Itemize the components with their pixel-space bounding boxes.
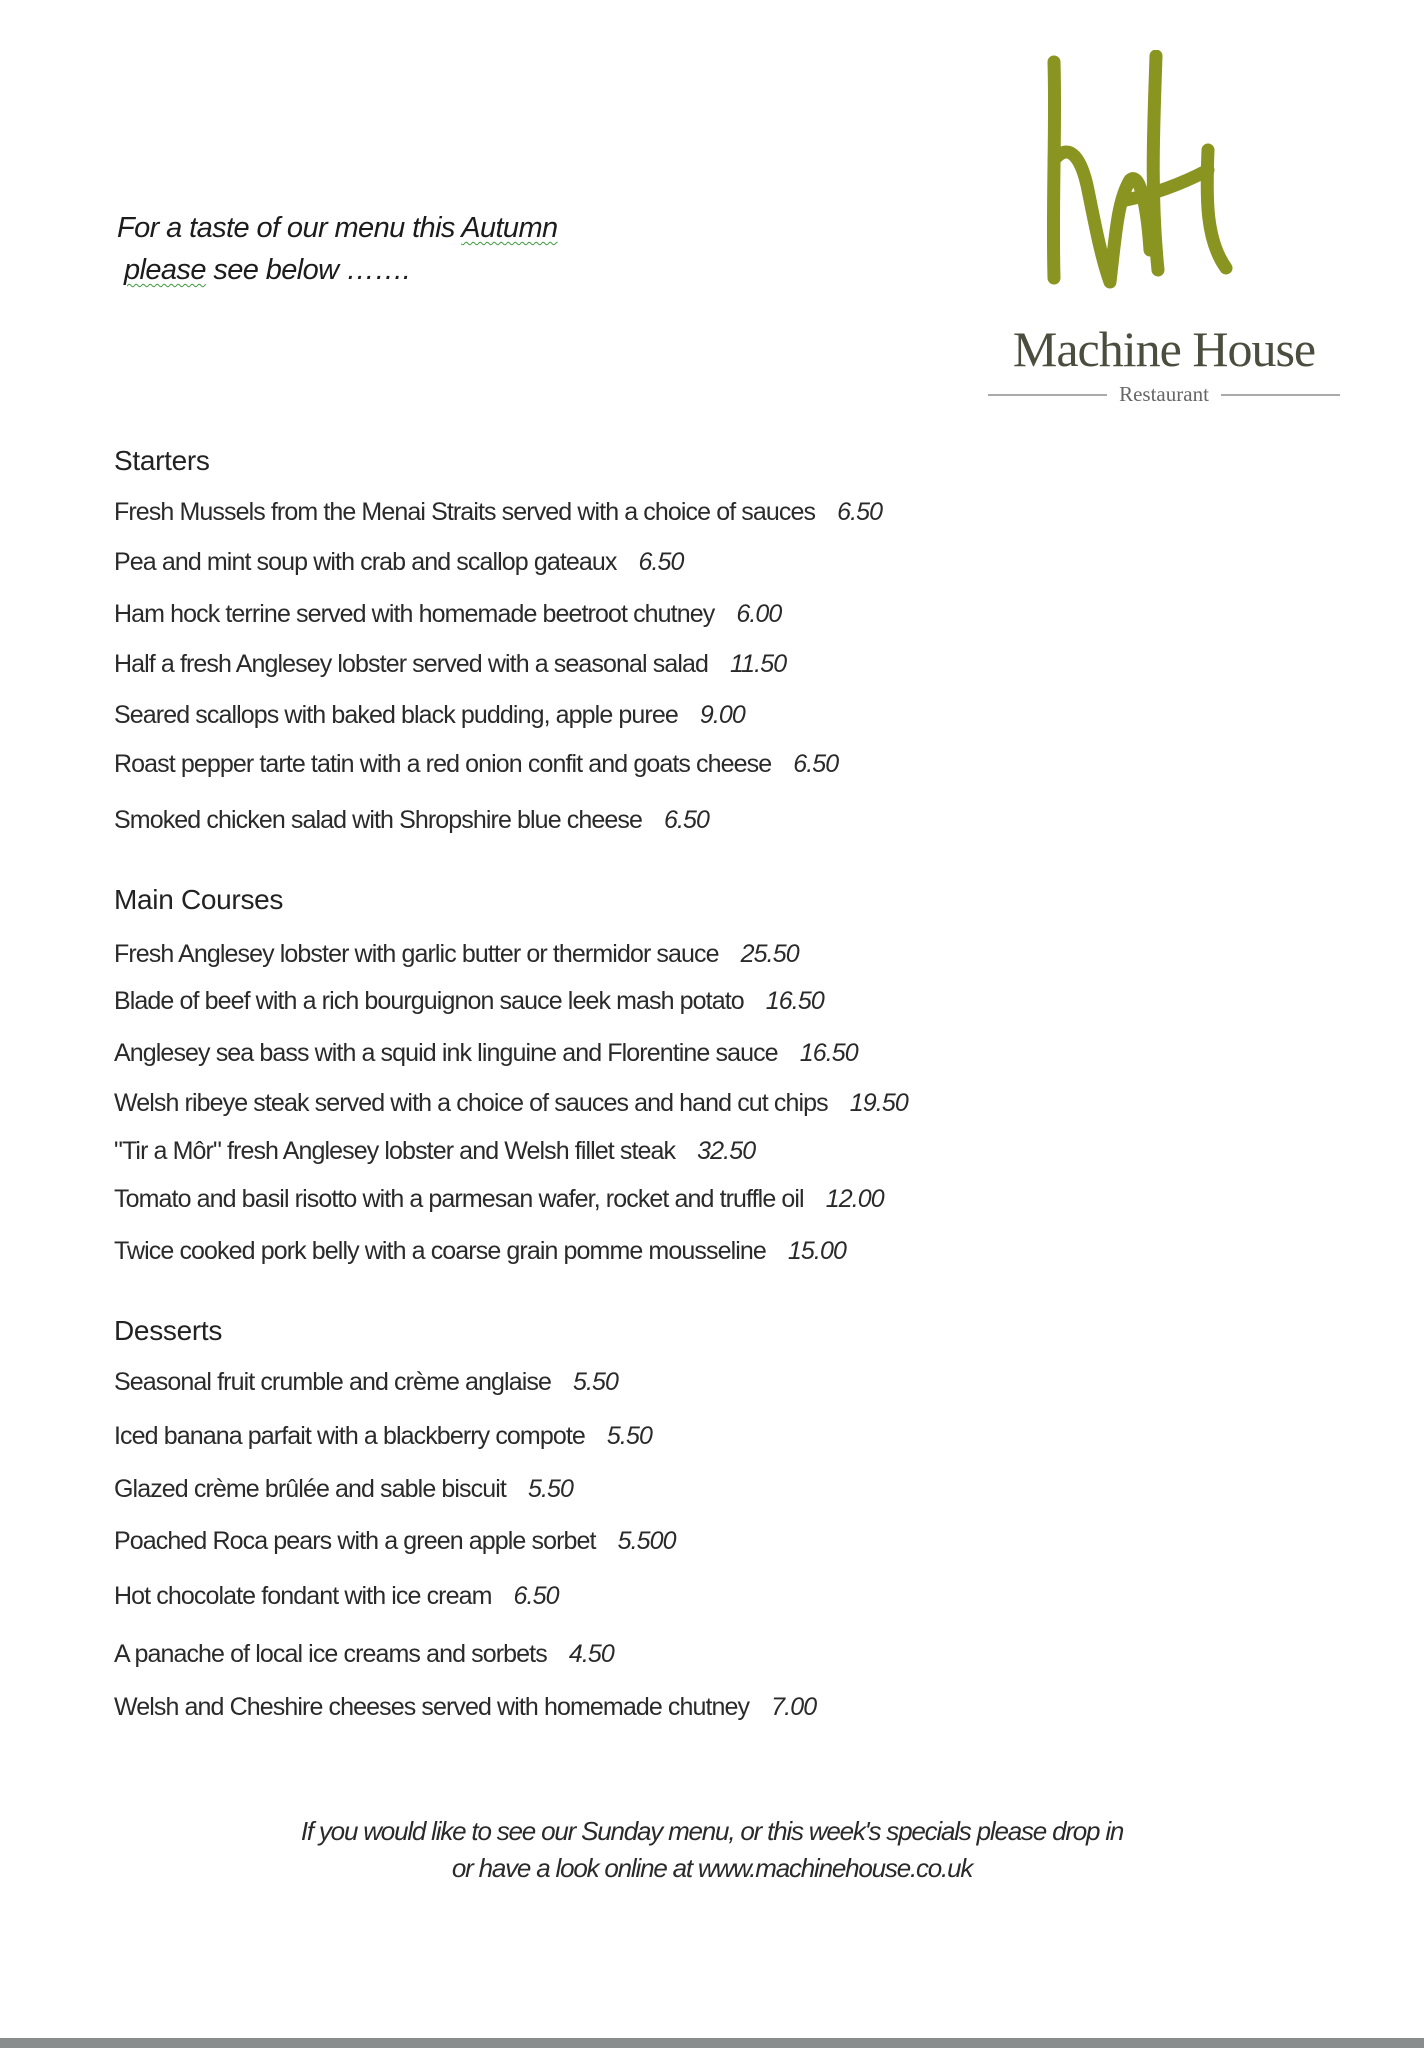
menu-item-name: Pea and mint soup with crab and scallop gateaux xyxy=(114,548,617,576)
menu-item-name: Roast pepper tarte tatin with a red onion confit and goats cheese xyxy=(114,750,772,778)
menu-item xyxy=(114,1039,858,1068)
menu-item-price: 6.50 xyxy=(513,1582,559,1610)
intro-line-1 xyxy=(117,212,558,245)
menu-item xyxy=(114,1237,846,1266)
menu-item-name: Half a fresh Anglesey lobster served with a seasonal salad xyxy=(114,650,708,678)
brand-subtitle-text: Restaurant xyxy=(1119,382,1209,406)
menu-item-name: Welsh and Cheshire cheeses served with homemade chutney xyxy=(114,1693,750,1721)
menu-item-price: 5.50 xyxy=(527,1475,573,1503)
bottom-bar xyxy=(0,2038,1424,2048)
machine-house-logo xyxy=(1030,50,1290,300)
intro-text-please: please xyxy=(124,254,206,286)
menu-item-name: Blade of beef with a rich bourguignon sauce leek mash potato xyxy=(114,987,744,1015)
menu-item xyxy=(114,701,745,730)
menu-item-name: Hot chocolate fondant with ice cream xyxy=(114,1582,492,1610)
menu-item-price: 25.50 xyxy=(740,940,799,968)
menu-item xyxy=(114,1582,559,1611)
menu-item-name: A panache of local ice creams and sorbets xyxy=(114,1640,547,1668)
menu-item-name: Seared scallops with baked black pudding, apple puree xyxy=(114,701,678,729)
menu-item-name: Seasonal fruit crumble and crème anglaise xyxy=(114,1368,551,1396)
menu-item-name: Glazed crème brûlée and sable biscuit xyxy=(114,1475,506,1503)
menu-item xyxy=(114,940,799,969)
menu-item-price: 16.50 xyxy=(799,1039,858,1067)
menu-item-name: Iced banana parfait with a blackberry compote xyxy=(114,1422,585,1450)
menu-item xyxy=(114,1089,908,1118)
intro-text-autumn: Autumn xyxy=(461,212,558,244)
menu-item-price: 7.00 xyxy=(771,1693,817,1721)
divider xyxy=(1221,394,1340,396)
menu-item xyxy=(114,1422,652,1451)
menu-item-name: Tomato and basil risotto with a parmesan wafer, rocket and truffle oil xyxy=(114,1185,804,1213)
divider xyxy=(988,394,1107,396)
menu-item-price: 6.00 xyxy=(736,600,782,628)
menu-item-name: Poached Roca pears with a green apple sorbet xyxy=(114,1527,596,1555)
menu-item-name: Ham hock terrine served with homemade beetroot chutney xyxy=(114,600,715,628)
menu-item-price: 11.50 xyxy=(730,650,787,678)
menu-item-name: Fresh Anglesey lobster with garlic butter or thermidor sauce xyxy=(114,940,719,968)
footer-line-1: If you would like to see our Sunday menu, or this week's specials please drop in xyxy=(300,1816,1124,1846)
brand-subtitle xyxy=(988,382,1340,407)
menu-item xyxy=(114,1368,618,1397)
menu-item-price: 6.50 xyxy=(663,806,710,834)
menu-item-price: 9.00 xyxy=(699,701,745,729)
menu-item xyxy=(114,1527,676,1556)
menu-item xyxy=(114,498,882,527)
section-heading: Starters xyxy=(114,445,210,476)
menu-item xyxy=(114,600,781,629)
menu-item xyxy=(114,1137,755,1166)
menu-item xyxy=(114,1640,614,1669)
menu-item-price: 6.50 xyxy=(638,548,684,576)
intro-line-2 xyxy=(124,254,410,287)
menu-item-name: Twice cooked pork belly with a coarse grain pomme mousseline xyxy=(114,1237,766,1265)
menu-item-name: Smoked chicken salad with Shropshire blue cheese xyxy=(114,806,642,834)
menu-item-price: 5.500 xyxy=(617,1527,676,1555)
menu-item xyxy=(114,750,838,779)
menu-item xyxy=(114,806,709,835)
section-heading: Main Courses xyxy=(114,884,284,915)
menu-item-name: Anglesey sea bass with a squid ink linguine and Florentine sauce xyxy=(114,1039,778,1067)
menu-item-price: 32.50 xyxy=(697,1137,756,1165)
menu-item-price: 16.50 xyxy=(765,987,824,1015)
menu-item xyxy=(114,1185,884,1214)
menu-item-price: 19.50 xyxy=(849,1089,908,1117)
brand-name: Machine House xyxy=(1012,321,1316,377)
footer-line-2: or have a look online at www.machinehouse.co.uk xyxy=(451,1853,973,1883)
menu-item-price: 4.50 xyxy=(568,1640,614,1668)
menu-item-name: Welsh ribeye steak served with a choice of sauces and hand cut chips xyxy=(114,1089,828,1117)
menu-item xyxy=(114,1475,573,1504)
menu-item-price: 12.00 xyxy=(825,1185,884,1213)
intro-text: For a taste of our menu this xyxy=(117,212,462,244)
menu-item xyxy=(114,1693,816,1722)
menu-item-price: 15.00 xyxy=(787,1237,846,1265)
menu-item-price: 5.50 xyxy=(606,1422,652,1450)
section-heading: Desserts xyxy=(114,1315,223,1346)
menu-item-price: 6.50 xyxy=(837,498,883,526)
menu-item-price: 5.50 xyxy=(572,1368,619,1396)
menu-item-price: 6.50 xyxy=(793,750,839,778)
menu-item xyxy=(114,987,824,1016)
intro-text: see below ……. xyxy=(205,254,411,286)
menu-item xyxy=(114,650,786,679)
menu-item xyxy=(114,548,684,577)
menu-item-name: "Tir a Môr" fresh Anglesey lobster and Welsh fillet steak xyxy=(114,1137,676,1165)
menu-item-name: Fresh Mussels from the Menai Straits served with a choice of sauces xyxy=(114,498,816,526)
